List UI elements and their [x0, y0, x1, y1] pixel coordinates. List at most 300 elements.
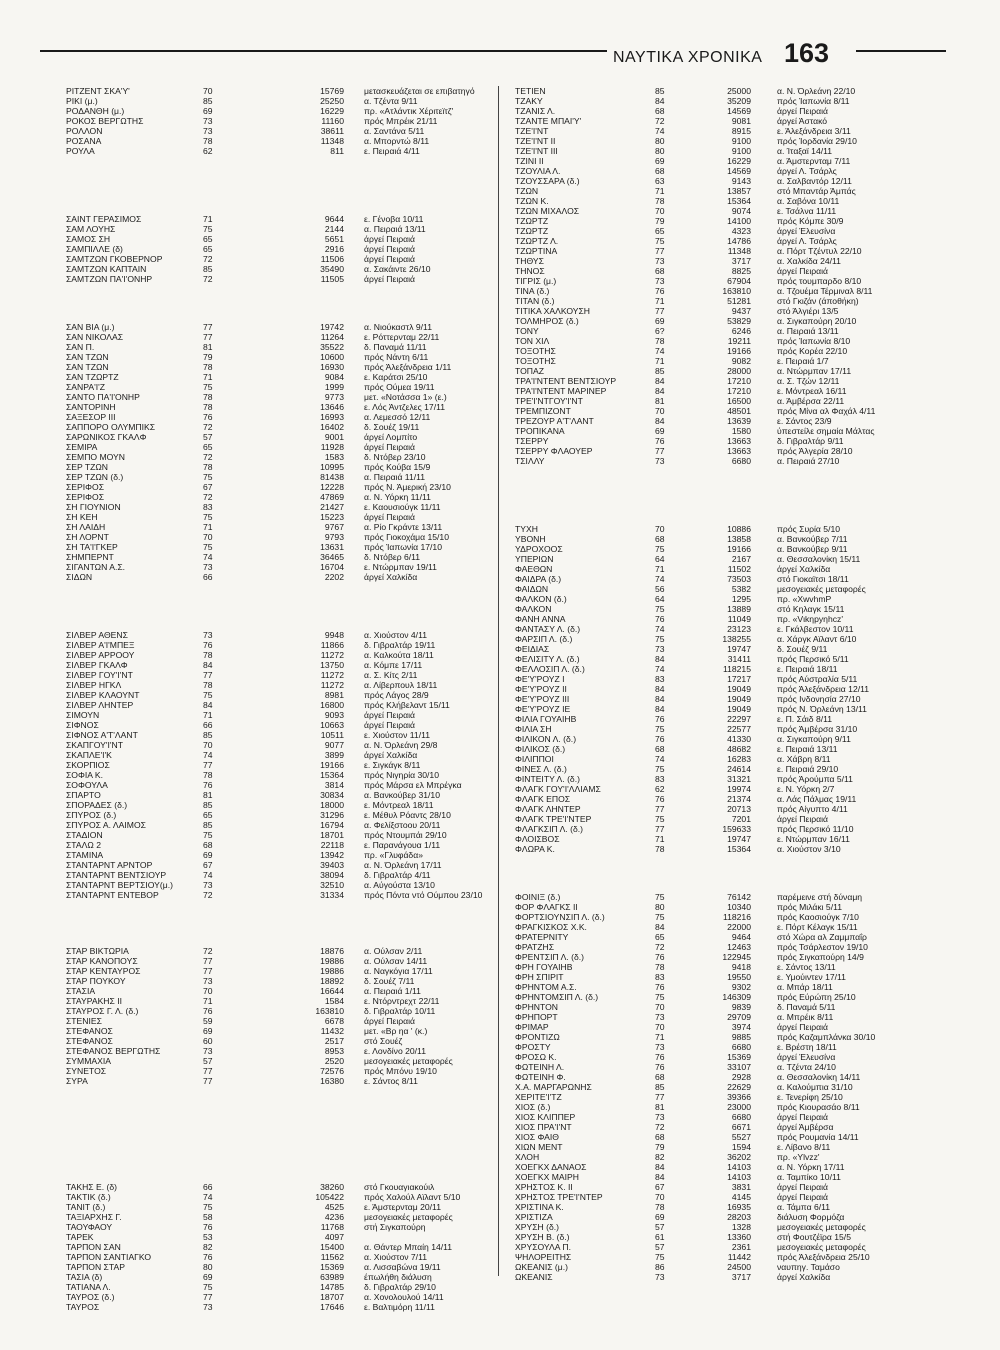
ship-name: ΧΙΩΝ ΜΕΝΤ	[515, 1142, 563, 1152]
status: πρός Περσικό 11/10	[777, 824, 854, 834]
status: δ. Γιβραλτάρ 9/11	[777, 436, 844, 446]
status: άργεί Πειραιά	[777, 1112, 828, 1122]
tonnage: 24500	[727, 1262, 751, 1272]
ship-name: ΣΕΜΙΡΑ	[66, 442, 98, 452]
tonnage: 41330	[727, 734, 751, 744]
ship-name: ΤΖΕ'Ι'ΝΤ ΙΙΙ	[515, 146, 558, 156]
build-year: 75	[655, 892, 665, 902]
status: άργεί Άμβέρσα	[777, 1122, 834, 1132]
status: α. Λεμεσσό 12/11	[364, 412, 431, 422]
tonnage: 14569	[727, 166, 751, 176]
ship-name: ΣΤΑΥΡΑΚΗΣ ΙΙ	[66, 996, 122, 1006]
ship-name: ΣΑΝ ΤΖΩΝ	[66, 352, 109, 362]
tonnage: 14103	[727, 1172, 751, 1182]
tonnage: 11049	[727, 614, 751, 624]
tonnage: 2520	[324, 1056, 344, 1066]
status: μεσογειακές μεταφορές	[777, 584, 866, 594]
build-year: 74	[655, 126, 665, 136]
build-year: 57	[655, 1242, 665, 1252]
ship-name: ΤΖΩΡΤΖ	[515, 216, 549, 226]
status: δ. Ντόβερ 23/10	[364, 452, 426, 462]
status: πρ. «Γλυφάδα»	[364, 850, 423, 860]
tonnage: 10663	[320, 720, 344, 730]
ship-name: ΣΙΛΒΕΡ Α'Ι'ΜΠΕΞ	[66, 640, 135, 650]
build-year: 77	[203, 1076, 213, 1086]
ship-name: ΦΡΙΜΑΡ	[515, 1022, 549, 1032]
build-year: 70	[203, 986, 213, 996]
status: άργεί Πειραιά	[777, 814, 828, 824]
tonnage: 31334	[320, 890, 344, 900]
status: α. Θεσσαλονίκη 14/11	[777, 1072, 861, 1082]
ship-name: ΣΑΝΤΟΡΙΝΗ	[66, 402, 116, 412]
ship-name: Χ.Α. ΜΑΡΓΑΡΩΝΗΣ	[515, 1082, 592, 1092]
tonnage: 13858	[727, 534, 751, 544]
tonnage: 4145	[731, 1192, 751, 1202]
tonnage: 9143	[731, 176, 751, 186]
build-year: 53	[203, 1232, 213, 1242]
ship-name: ΤΙΓΡΙΣ (μ.)	[515, 276, 557, 286]
tonnage: 3717	[731, 1272, 751, 1282]
build-year: 79	[655, 216, 665, 226]
ship-name: ΤΑΚΗΣ Ε. (δ)	[66, 1182, 117, 1192]
status: πρός Αίγυπτο 4/11	[777, 804, 848, 814]
build-year: 76	[203, 412, 213, 422]
tonnage: 11928	[320, 442, 344, 452]
magazine-title: ΝΑΥΤΙΚΑ ΧΡΟΝΙΚΑ	[613, 49, 763, 66]
build-year: 85	[203, 800, 213, 810]
tonnage: 4323	[731, 226, 751, 236]
tonnage: 105422	[315, 1192, 344, 1202]
tonnage: 159633	[722, 824, 751, 834]
tonnage: 11272	[320, 670, 344, 680]
status: άργεί Πειραιά	[364, 1016, 415, 1026]
status: άργεί Πειραιά	[364, 234, 415, 244]
tonnage: 48501	[727, 406, 751, 416]
build-year: 74	[203, 870, 213, 880]
tonnage: 11264	[320, 332, 344, 342]
tonnage: 15223	[320, 512, 344, 522]
build-year: 74	[655, 574, 665, 584]
tonnage: 53829	[727, 316, 751, 326]
build-year: 58	[203, 1212, 213, 1222]
tonnage: 13631	[320, 542, 344, 552]
tonnage: 11348	[727, 246, 751, 256]
build-year: 78	[203, 392, 213, 402]
status: δ. Γιβραλτάρ 4/11	[364, 870, 431, 880]
ship-name: ΣΕΜΠΟ ΜΟΥΝ	[66, 452, 125, 462]
build-year: 78	[203, 770, 213, 780]
ship-name: ΤΖΩΡΤΙΝΑ	[515, 246, 558, 256]
ship-name: ΤΖΩΡΤΖ	[515, 226, 549, 236]
ship-name: ΣΙΓΑΝΤΩΝ Α.Σ.	[66, 562, 126, 572]
build-year: 77	[655, 824, 665, 834]
status: στό Γιοκαϊτσι 18/11	[777, 574, 849, 584]
build-year: 71	[203, 372, 213, 382]
ship-name: ΣΕΡΙΦΟΣ	[66, 492, 105, 502]
build-year: 75	[203, 472, 213, 482]
build-year: 75	[655, 764, 665, 774]
ship-name: ΦΡΗ ΣΠΙΡΙΤ	[515, 972, 564, 982]
build-year: 84	[655, 416, 665, 426]
status: πρός Ρουμανία 14/11	[777, 1132, 859, 1142]
build-year: 74	[655, 664, 665, 674]
tonnage: 9084	[324, 372, 344, 382]
ship-name: ΦΙΛΙΑ ΓΟΥΑΙΗΒ	[515, 714, 577, 724]
build-year: 79	[203, 352, 213, 362]
status: ε. Σάντος 13/11	[777, 962, 836, 972]
ship-name: ΣΗ ΓΙΟΥΝΙΟΝ	[66, 502, 121, 512]
build-year: 75	[203, 1202, 213, 1212]
ship-name: ΦΩΤΕΙΝΗ Λ.	[515, 1062, 565, 1072]
ship-name: ΧΙΟΣ ΦΑΙΘ	[515, 1132, 559, 1142]
build-year: 83	[203, 502, 213, 512]
ship-name: ΣΙΔΩΝ	[66, 572, 93, 582]
status: πρός Άλεξάνδρεια 25/10	[777, 1252, 870, 1262]
build-year: 77	[203, 1292, 213, 1302]
build-year: 75	[655, 544, 665, 554]
build-year: 77	[203, 760, 213, 770]
ship-name: ΧΟΕΓΚΧ ΜΑΙΡΗ	[515, 1172, 579, 1182]
ship-name: ΦΙΛΙΑ ΣΗ	[515, 724, 552, 734]
status: α. Μπάρ 18/11	[777, 982, 833, 992]
ship-name: ΣΚΟΡΠΙΟΣ	[66, 760, 110, 770]
build-year: 73	[203, 630, 213, 640]
tonnage: 1583	[324, 452, 344, 462]
build-year: 71	[203, 214, 213, 224]
status: πρός Λάγος 28/9	[364, 690, 429, 700]
ship-name: ΣΗ ΛΑΙΔΗ	[66, 522, 106, 532]
status: ναυπηγ. Ταμάσο	[777, 1262, 840, 1272]
ship-name: ΤΟΛΜΗΡΟΣ (δ.)	[515, 316, 579, 326]
ship-name: ΦΕ'Υ'ΡΟΥΖ Ι	[515, 674, 565, 684]
ship-name: ΤΣΙΛΛΥ	[515, 456, 545, 466]
status: α. Λάς Πάλμας 19/11	[777, 794, 857, 804]
ship-name: ΣΙΛΒΕΡ ΑΘΕΝΣ	[66, 630, 128, 640]
tonnage: 16229	[320, 106, 344, 116]
ship-name: ΤΣΕΡΡΥ ΦΛΑΟΥΕΡ	[515, 446, 593, 456]
status: έπωλήθη διάλυση	[364, 1272, 432, 1282]
ship-name: ΣΑΝΤΟ ΠΑ'Ι'ΟΝΗΡ	[66, 392, 140, 402]
build-year: 85	[203, 96, 213, 106]
ship-name: ΣΠΟΡΑΔΕΣ (δ.)	[66, 800, 128, 810]
status: ε. Ντώρμπαν 16/11	[777, 834, 850, 844]
tonnage: 2916	[324, 244, 344, 254]
build-year: 77	[655, 306, 665, 316]
ship-name: ΣΤΕΝΙΕΣ	[66, 1016, 102, 1026]
build-year: 75	[203, 542, 213, 552]
build-year: 80	[655, 902, 665, 912]
build-year: 76	[655, 952, 665, 962]
status: πρός Ίαπωνία 8/11	[777, 96, 850, 106]
status: α. Χονολουλού 14/11	[364, 1292, 444, 1302]
build-year: 68	[655, 266, 665, 276]
ship-name: ΤΙΝΑ (δ.)	[515, 286, 550, 296]
tonnage: 25250	[320, 96, 344, 106]
tonnage: 29709	[727, 1012, 751, 1022]
tonnage: 3899	[324, 750, 344, 760]
ship-name: ΦΡΗΝΤΟΝ	[515, 1002, 558, 1012]
tonnage: 23123	[727, 624, 751, 634]
build-year: 71	[655, 1032, 665, 1042]
status: ε. Γένοβα 10/11	[364, 214, 424, 224]
status: α. Ούλσαν 2/11	[364, 946, 423, 956]
tonnage: 23000	[727, 1102, 751, 1112]
column-divider	[498, 86, 499, 1276]
ship-name: ΣΑΝ ΝΙΚΟΛΑΣ	[66, 332, 124, 342]
tonnage: 14100	[727, 216, 751, 226]
ship-name: ΤΖΙΝΙ ΙΙ	[515, 156, 544, 166]
ship-name: ΡΙΚΙ (μ.)	[66, 96, 98, 106]
ship-name: ΤΑΥΡΟΣ (δ.)	[66, 1292, 115, 1302]
build-year: 76	[203, 1252, 213, 1262]
build-year: 76	[203, 1222, 213, 1232]
tonnage: 2928	[731, 1072, 751, 1082]
ship-name: ΤΖΟΥΣΣΑΡΑ (δ.)	[515, 176, 580, 186]
ship-name: ΤΑΟΥΦΑΟΥ	[66, 1222, 113, 1232]
tonnage: 18000	[320, 800, 344, 810]
status: ε. Π. Σάιδ 8/11	[777, 714, 833, 724]
status: άργεί Χαλκίδα	[364, 750, 418, 760]
status: άργεί Πειραιά	[777, 106, 828, 116]
build-year: 69	[655, 316, 665, 326]
tonnage: 25000	[727, 86, 751, 96]
tonnage: 18876	[320, 946, 344, 956]
status: α. Τζουέμα Τέρμιναλ 8/11	[777, 286, 873, 296]
build-year: 62	[203, 146, 213, 156]
tonnage: 10600	[320, 352, 344, 362]
status: δ. Σουέζ 19/11	[364, 422, 420, 432]
build-year: 70	[655, 406, 665, 416]
status: πρός Άλεξάνδρεια 12/11	[777, 684, 870, 694]
status: πρός Άλεξάνδρεια 1/11	[364, 362, 452, 372]
status: πρός Ν. Όρλεάνη 13/11	[777, 704, 867, 714]
tonnage: 10886	[727, 524, 751, 534]
ship-name: ΡΙΤΖΕΝΤ ΣΚΑ'Υ'	[66, 86, 130, 96]
tonnage: 47869	[320, 492, 344, 502]
ship-name: ΦΩΤΕΙΝΗ Φ.	[515, 1072, 566, 1082]
status: δ. Γιβραλτάρ 10/11	[364, 1006, 436, 1016]
build-year: 84	[655, 1162, 665, 1172]
build-year: 75	[203, 512, 213, 522]
tonnage: 63989	[320, 1272, 344, 1282]
status: α. Πειραιά 1/11	[364, 986, 421, 996]
status: πρός Άμβέρσα 31/10	[777, 724, 858, 734]
build-year: 73	[655, 1042, 665, 1052]
status: α. Μπρέικ 8/11	[777, 1012, 834, 1022]
tonnage: 28000	[727, 366, 751, 376]
status: πρός Κιουρασάο 8/11	[777, 1102, 860, 1112]
status: α. Ταμπίκο 10/11	[777, 1172, 841, 1182]
status: στό Άλγιέρι 13/5	[777, 306, 839, 316]
tonnage: 16935	[727, 1202, 751, 1212]
tonnage: 13639	[727, 416, 751, 426]
build-year: 69	[203, 850, 213, 860]
tonnage: 67904	[727, 276, 751, 286]
tonnage: 15364	[727, 196, 751, 206]
ship-name: ΤΟΞΟΤΗΣ	[515, 346, 556, 356]
status: ε. Πόρτ Κέλαγκ 15/11	[777, 922, 858, 932]
tonnage: 9082	[731, 356, 751, 366]
status: ύπεστείλε σημαία Μάλτας	[777, 426, 875, 436]
ship-name: ΣΤΑΛΩ 2	[66, 840, 101, 850]
tonnage: 11506	[320, 254, 344, 264]
ship-name: ΣΗ ΤΑ'Ι'ΓΚΕΡ	[66, 542, 118, 552]
tonnage: 8825	[731, 266, 751, 276]
tonnage: 22629	[727, 1082, 751, 1092]
build-year: 71	[203, 996, 213, 1006]
tonnage: 6680	[731, 1042, 751, 1052]
ship-name: ΦΡΗ ΓΟΥΑΙΗΒ	[515, 962, 573, 972]
status: πρός Νιγηρία 30/10	[364, 770, 439, 780]
tonnage: 9793	[324, 532, 344, 542]
ship-name: ΦΕ'Υ'ΡΟΥΖ ΙΕ	[515, 704, 571, 714]
status: α. Πειραιά 13/11	[777, 326, 839, 336]
ship-name: ΣΟΦΟΥΛΑ	[66, 780, 108, 790]
ship-name: ΤΖΑΚΥ	[515, 96, 543, 106]
ship-name: ΦΟΡΤΣΙΟΥΝΣΙΠ Λ. (δ.)	[515, 912, 605, 922]
tonnage: 12463	[727, 942, 751, 952]
build-year: 67	[203, 482, 213, 492]
status: α. Λίβερπουλ 18/11	[364, 680, 438, 690]
tonnage: 22297	[727, 714, 751, 724]
status: ε. Βρέστη 18/11	[777, 1042, 837, 1052]
ship-name: ΣΑΝ Π.	[66, 342, 95, 352]
build-year: 75	[655, 604, 665, 614]
status: α. Ντώρμπαν 17/11	[777, 366, 852, 376]
build-year: 83	[655, 774, 665, 784]
ship-name: ΣΙΛΒΕΡ ΚΛΑΟΥΝΤ	[66, 690, 140, 700]
status: α. Ν. Υόρκη 11/11	[364, 492, 431, 502]
tonnage: 35522	[320, 342, 344, 352]
build-year: 75	[203, 224, 213, 234]
build-year: 72	[655, 1122, 665, 1132]
status: μεσογειακές μεταφορές	[364, 1212, 453, 1222]
status: στό Γκουαγιακούιλ	[364, 1182, 435, 1192]
status: πρός Γιοκοχάμα 15/10	[364, 532, 449, 542]
build-year: 65	[203, 234, 213, 244]
build-year: 72	[203, 274, 213, 284]
build-year: 77	[203, 322, 213, 332]
status: α. Σαλβαντόρ 12/11	[777, 176, 852, 186]
build-year: 72	[203, 946, 213, 956]
build-year: 70	[655, 1022, 665, 1032]
ship-name: ΦΛΑΓΚΣΙΠ Λ. (δ.)	[515, 824, 584, 834]
ship-name: ΣΥΝΕΤΟΣ	[66, 1066, 107, 1076]
status: διάλυση Φορμόζα	[777, 1212, 845, 1222]
tonnage: 16402	[320, 422, 344, 432]
ship-name: ΦΡΟΝΤΙΖΩ	[515, 1032, 560, 1042]
ship-name: ΧΡΙΣΤΙΖΑ	[515, 1212, 553, 1222]
ship-name: ΣΤΑΡ ΒΙΚΤΩΡΙΑ	[66, 946, 129, 956]
tonnage: 146309	[722, 992, 751, 1002]
ship-name: ΣΚΑΠΛΕ'Ι'Κ	[66, 750, 112, 760]
ship-name: ΣΤΑΝΤΑΡΝΤ ΒΕΡΤΣΙΟΥ(μ.)	[66, 880, 173, 890]
ship-name: ΦΕΙΔΙΑΣ	[515, 644, 550, 654]
status: πρός Μπρέικ 21/11	[364, 116, 438, 126]
tonnage: 9077	[324, 740, 344, 750]
status: ε. Πειραιά 4/11	[364, 146, 420, 156]
tonnage: 38094	[320, 870, 344, 880]
build-year: 70	[203, 532, 213, 542]
tonnage: 20713	[727, 804, 751, 814]
build-year: 60	[203, 1036, 213, 1046]
ship-name: ΧΙΟΣ (δ.)	[515, 1102, 551, 1112]
tonnage: 10995	[320, 462, 344, 472]
ship-name: ΦΙΝΤΕΙΤΥ Λ. (δ.)	[515, 774, 580, 784]
tonnage: 18707	[320, 1292, 344, 1302]
build-year: 77	[203, 966, 213, 976]
build-year: 76	[655, 614, 665, 624]
tonnage: 19747	[727, 644, 751, 654]
build-year: 69	[655, 426, 665, 436]
build-year: 75	[203, 1282, 213, 1292]
tonnage: 19049	[727, 694, 751, 704]
status: πρός Κορέα 22/10	[777, 346, 848, 356]
ship-name: ΣΚΑΠΓΟΥ'Ι'ΝΤ	[66, 740, 123, 750]
build-year: 6?	[655, 326, 665, 336]
build-year: 85	[203, 730, 213, 740]
ship-name: ΤΙΤΙΚΑ ΧΑΛΚΟΥΣΗ	[515, 306, 590, 316]
status: άργεί Πειραιά	[777, 266, 828, 276]
ship-name: ΧΙΟΣ ΠΡΑ'Ι'ΝΤ	[515, 1122, 572, 1132]
status: στό Κηλαγκ 15/11	[777, 604, 845, 614]
ship-name: ΤΟΝ ΧΙΛ	[515, 336, 550, 346]
status: ε. Καουσιούγκ 11/11	[364, 502, 441, 512]
ship-name: ΣΙΦΝΟΣ	[66, 720, 99, 730]
ship-name: ΦΡΑΓΚΙΣΚΟΣ Χ.Κ.	[515, 922, 587, 932]
build-year: 77	[655, 246, 665, 256]
tonnage: 5651	[324, 234, 344, 244]
build-year: 75	[655, 992, 665, 1002]
ship-name: ΣΑΜΠΙΛΛΕ (δ)	[66, 244, 123, 254]
status: α. Ν. Υόρκη 17/11	[777, 1162, 845, 1172]
ship-name: ΣΙΛΒΕΡ ΛΗΝΤΕΡ	[66, 700, 134, 710]
build-year: 69	[655, 156, 665, 166]
build-year: 85	[203, 264, 213, 274]
tonnage: 15364	[320, 770, 344, 780]
status: ε. Χιούστον 11/11	[364, 730, 430, 740]
ship-name: ΣΤΑΜΙΝΑ	[66, 850, 104, 860]
tonnage: 13942	[320, 850, 344, 860]
ship-name: ΦΛΑΓΚ ΛΗΝΤΕΡ	[515, 804, 581, 814]
ship-name: ΦΡΗΝΤΟΜ Α.Σ.	[515, 982, 577, 992]
build-year: 75	[655, 236, 665, 246]
ship-name: ΦΑΕΘΩΝ	[515, 564, 553, 574]
status: α. Φελίξστοου 20/11	[364, 820, 441, 830]
build-year: 75	[203, 830, 213, 840]
status: άργεί Πειραιά	[364, 710, 415, 720]
ship-name: ΡΟΛΛΟΝ	[66, 126, 103, 136]
status: ε. Πειραιά 1/7	[777, 356, 829, 366]
build-year: 84	[655, 376, 665, 386]
ship-name: ΤΡΕΖΟΥΡ Α'Τ'ΛΑΝΤ	[515, 416, 594, 426]
status: μετ. «Νοτάσσα 1» (ε.)	[364, 392, 447, 402]
ship-name: ΣΗ ΚΕΗ	[66, 512, 98, 522]
ship-name: ΦΙΛΙΠΠΟΙ	[515, 754, 554, 764]
tonnage: 8953	[324, 1046, 344, 1056]
build-year: 73	[655, 644, 665, 654]
tonnage: 16380	[320, 1076, 344, 1086]
ship-name: ΦΡΗΠΟΡΤ	[515, 1012, 558, 1022]
tonnage: 4236	[324, 1212, 344, 1222]
build-year: 74	[203, 750, 213, 760]
status: στό Γκιζάν (άποθήκη)	[777, 296, 859, 306]
tonnage: 19747	[727, 834, 751, 844]
build-year: 61	[655, 1232, 665, 1242]
tonnage: 10511	[320, 730, 344, 740]
status: α. Τάμπα 6/11	[777, 1202, 831, 1212]
ship-name: ΤΟΠΑΖ	[515, 366, 544, 376]
